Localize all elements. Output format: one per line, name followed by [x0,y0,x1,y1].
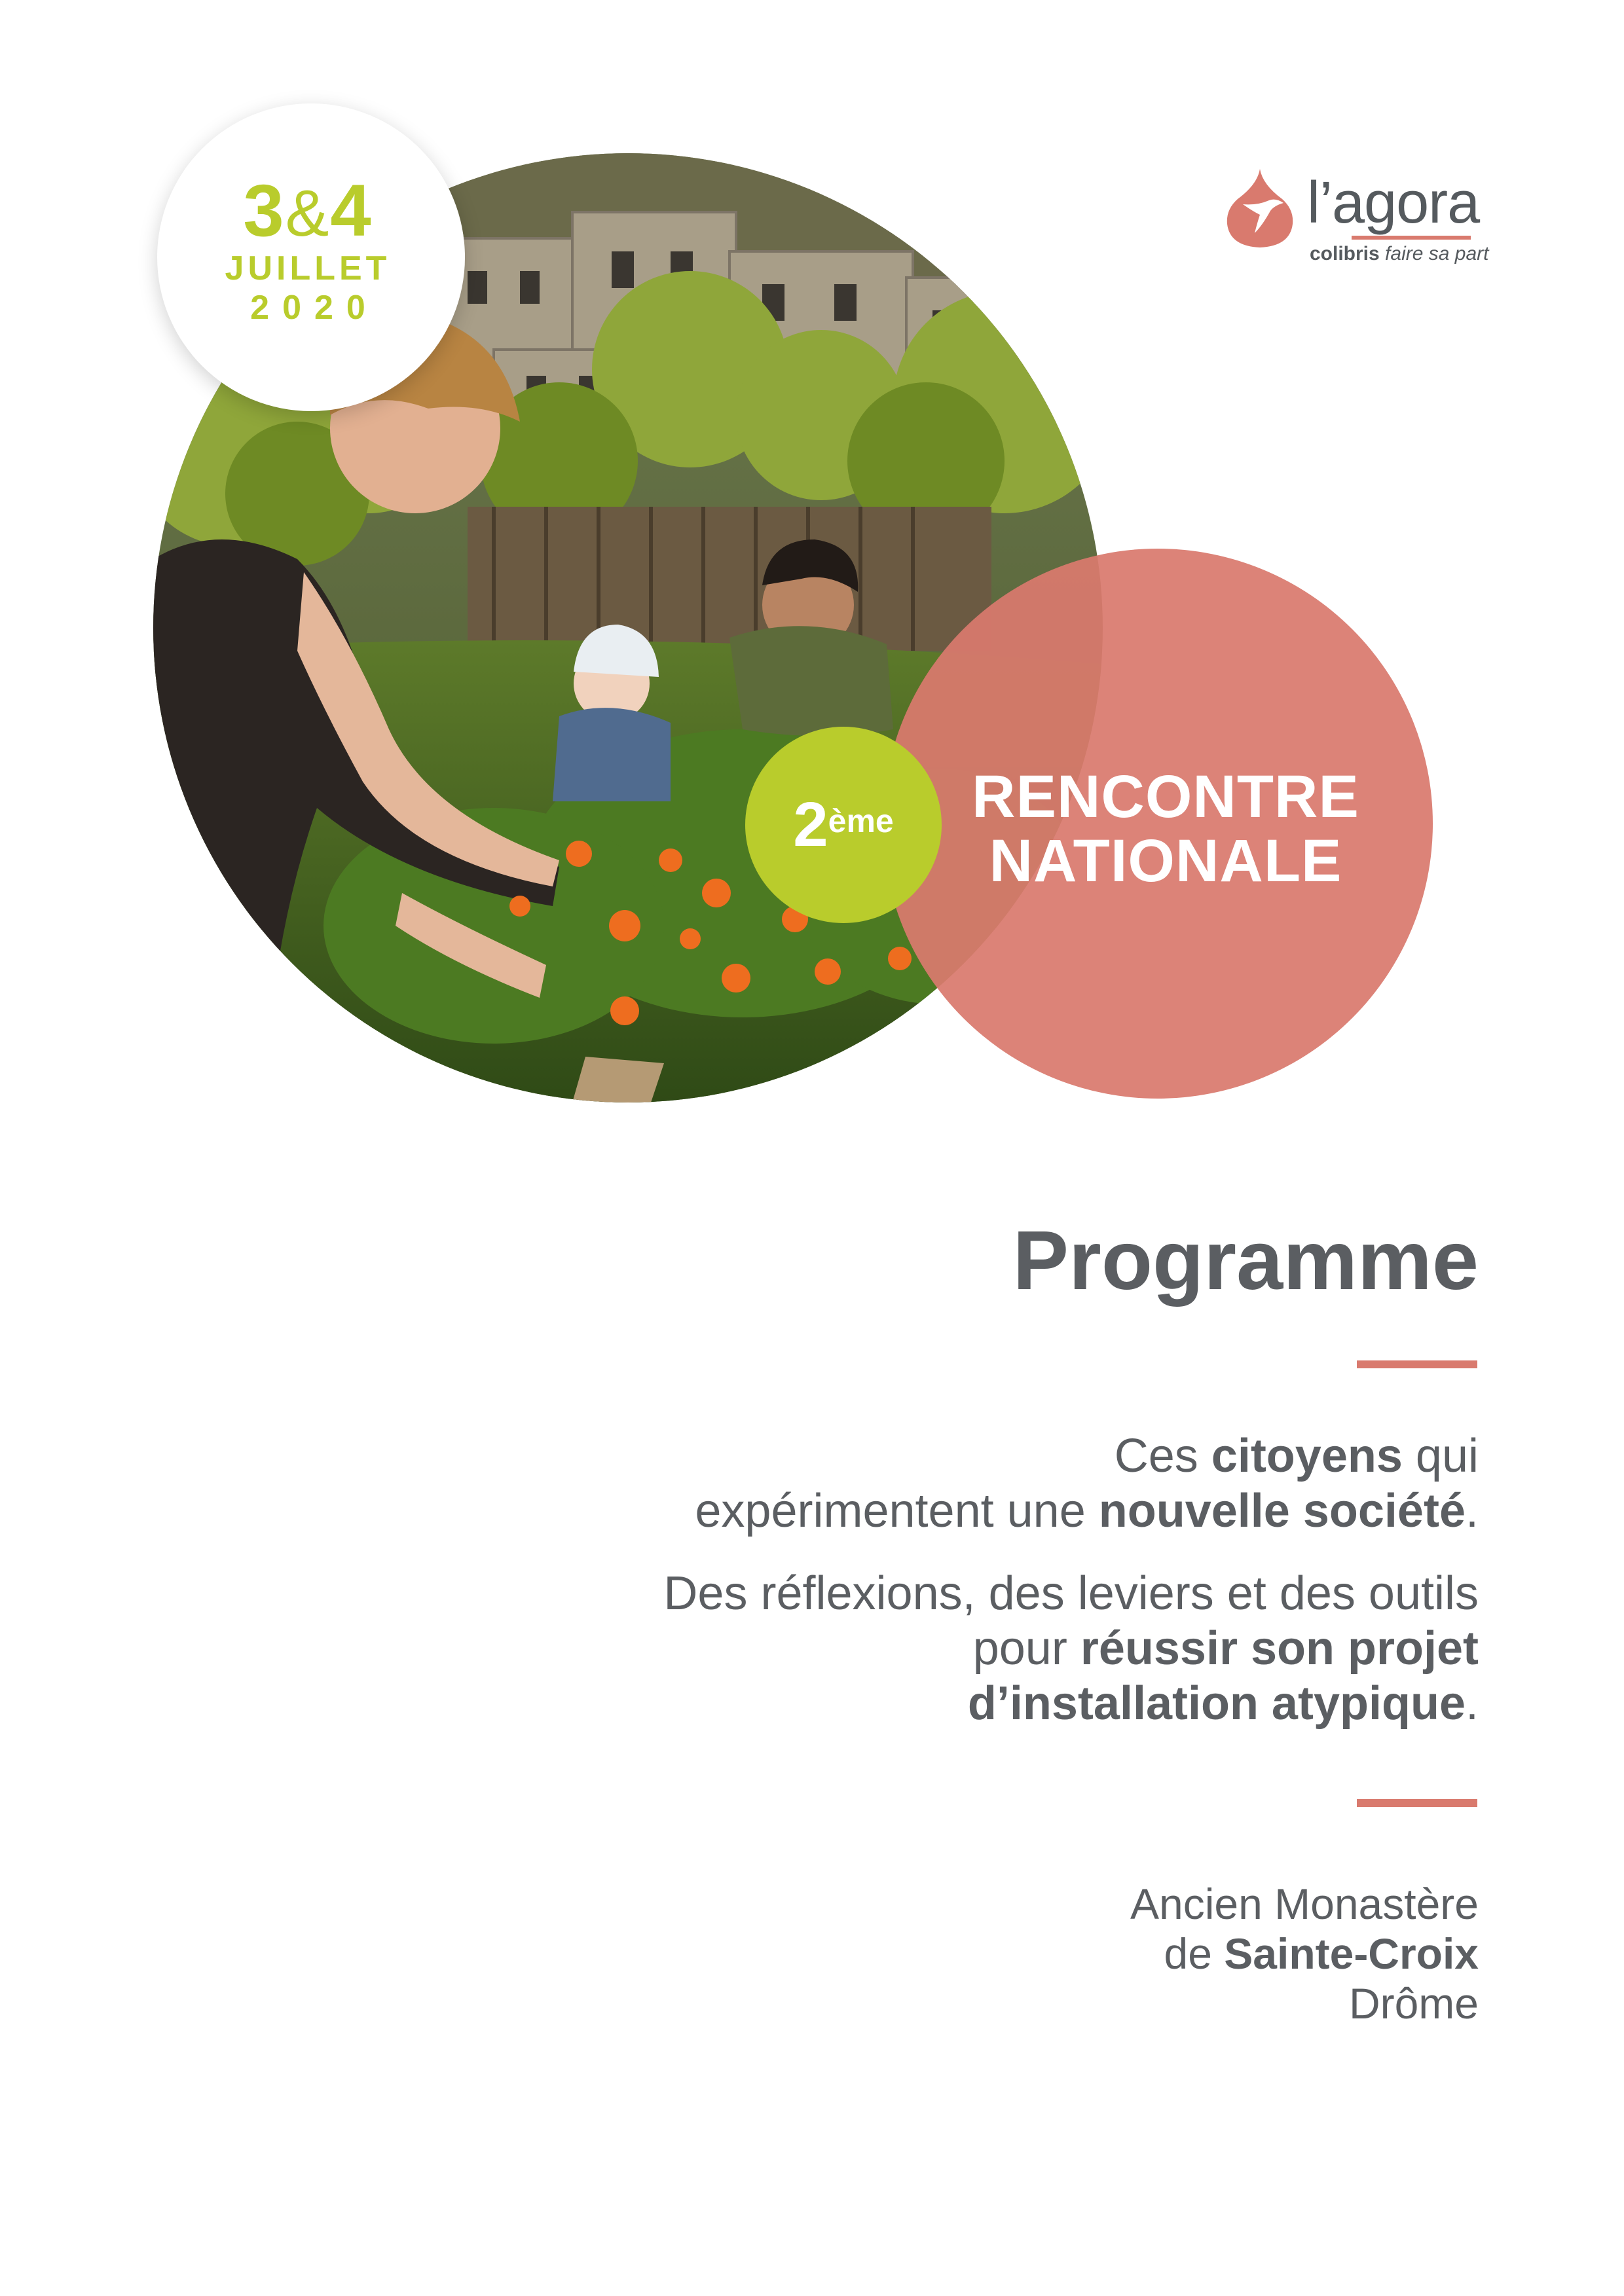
intro-emphasis: d’installation atypique [967,1677,1466,1730]
day-second: 4 [330,170,373,251]
intro-paragraph-2 [496,1566,1479,1731]
edition-suffix: ème [828,803,894,839]
venue-line: de [1164,1929,1225,1978]
intro-text: . [1465,1677,1479,1730]
colibri-drop-icon [1223,165,1297,250]
intro-text: Ces [1114,1430,1211,1482]
venue-name: Sainte-Croix [1224,1929,1479,1978]
logo-name: l’agora [1307,170,1480,236]
day-first: 3 [243,170,286,251]
intro-text: pour [972,1622,1080,1675]
intro-paragraph-1 [496,1429,1479,1539]
divider-top [1357,1360,1477,1368]
venue-address [496,1879,1479,2028]
event-dates [223,170,393,327]
logo-tagline [1310,241,1488,267]
intro-text: Des réflexions, des leviers et des outils [663,1567,1479,1620]
logo-tagline-motto: faire sa part [1385,243,1489,264]
intro-text: expérimentent une [695,1485,1099,1537]
logo-tagline-brand: colibris [1310,243,1380,264]
edition-badge [745,727,942,923]
venue-line: Ancien Monastère [1130,1880,1479,1928]
intro-text: . [1465,1485,1479,1537]
edition-number: 2 [793,790,828,860]
event-title [943,765,1388,893]
venue-region: Drôme [1348,1979,1479,2028]
page-title: Programme [1012,1214,1479,1307]
divider-bottom [1357,1799,1477,1807]
logo-underline [1352,236,1471,240]
event-title-line2: NATIONALE [989,828,1342,894]
agora-logo [1223,152,1489,270]
date-year: 2020 [250,289,378,327]
intro-emphasis: citoyens [1211,1430,1403,1482]
date-ampersand: & [285,177,331,250]
intro-emphasis: nouvelle société [1098,1485,1466,1537]
intro-emphasis: réussir son projet [1080,1622,1479,1675]
event-title-line1: RENCONTRE [972,763,1359,830]
date-month: JUILLET [225,249,391,287]
intro-text: qui [1402,1430,1479,1482]
date-days [223,170,393,251]
